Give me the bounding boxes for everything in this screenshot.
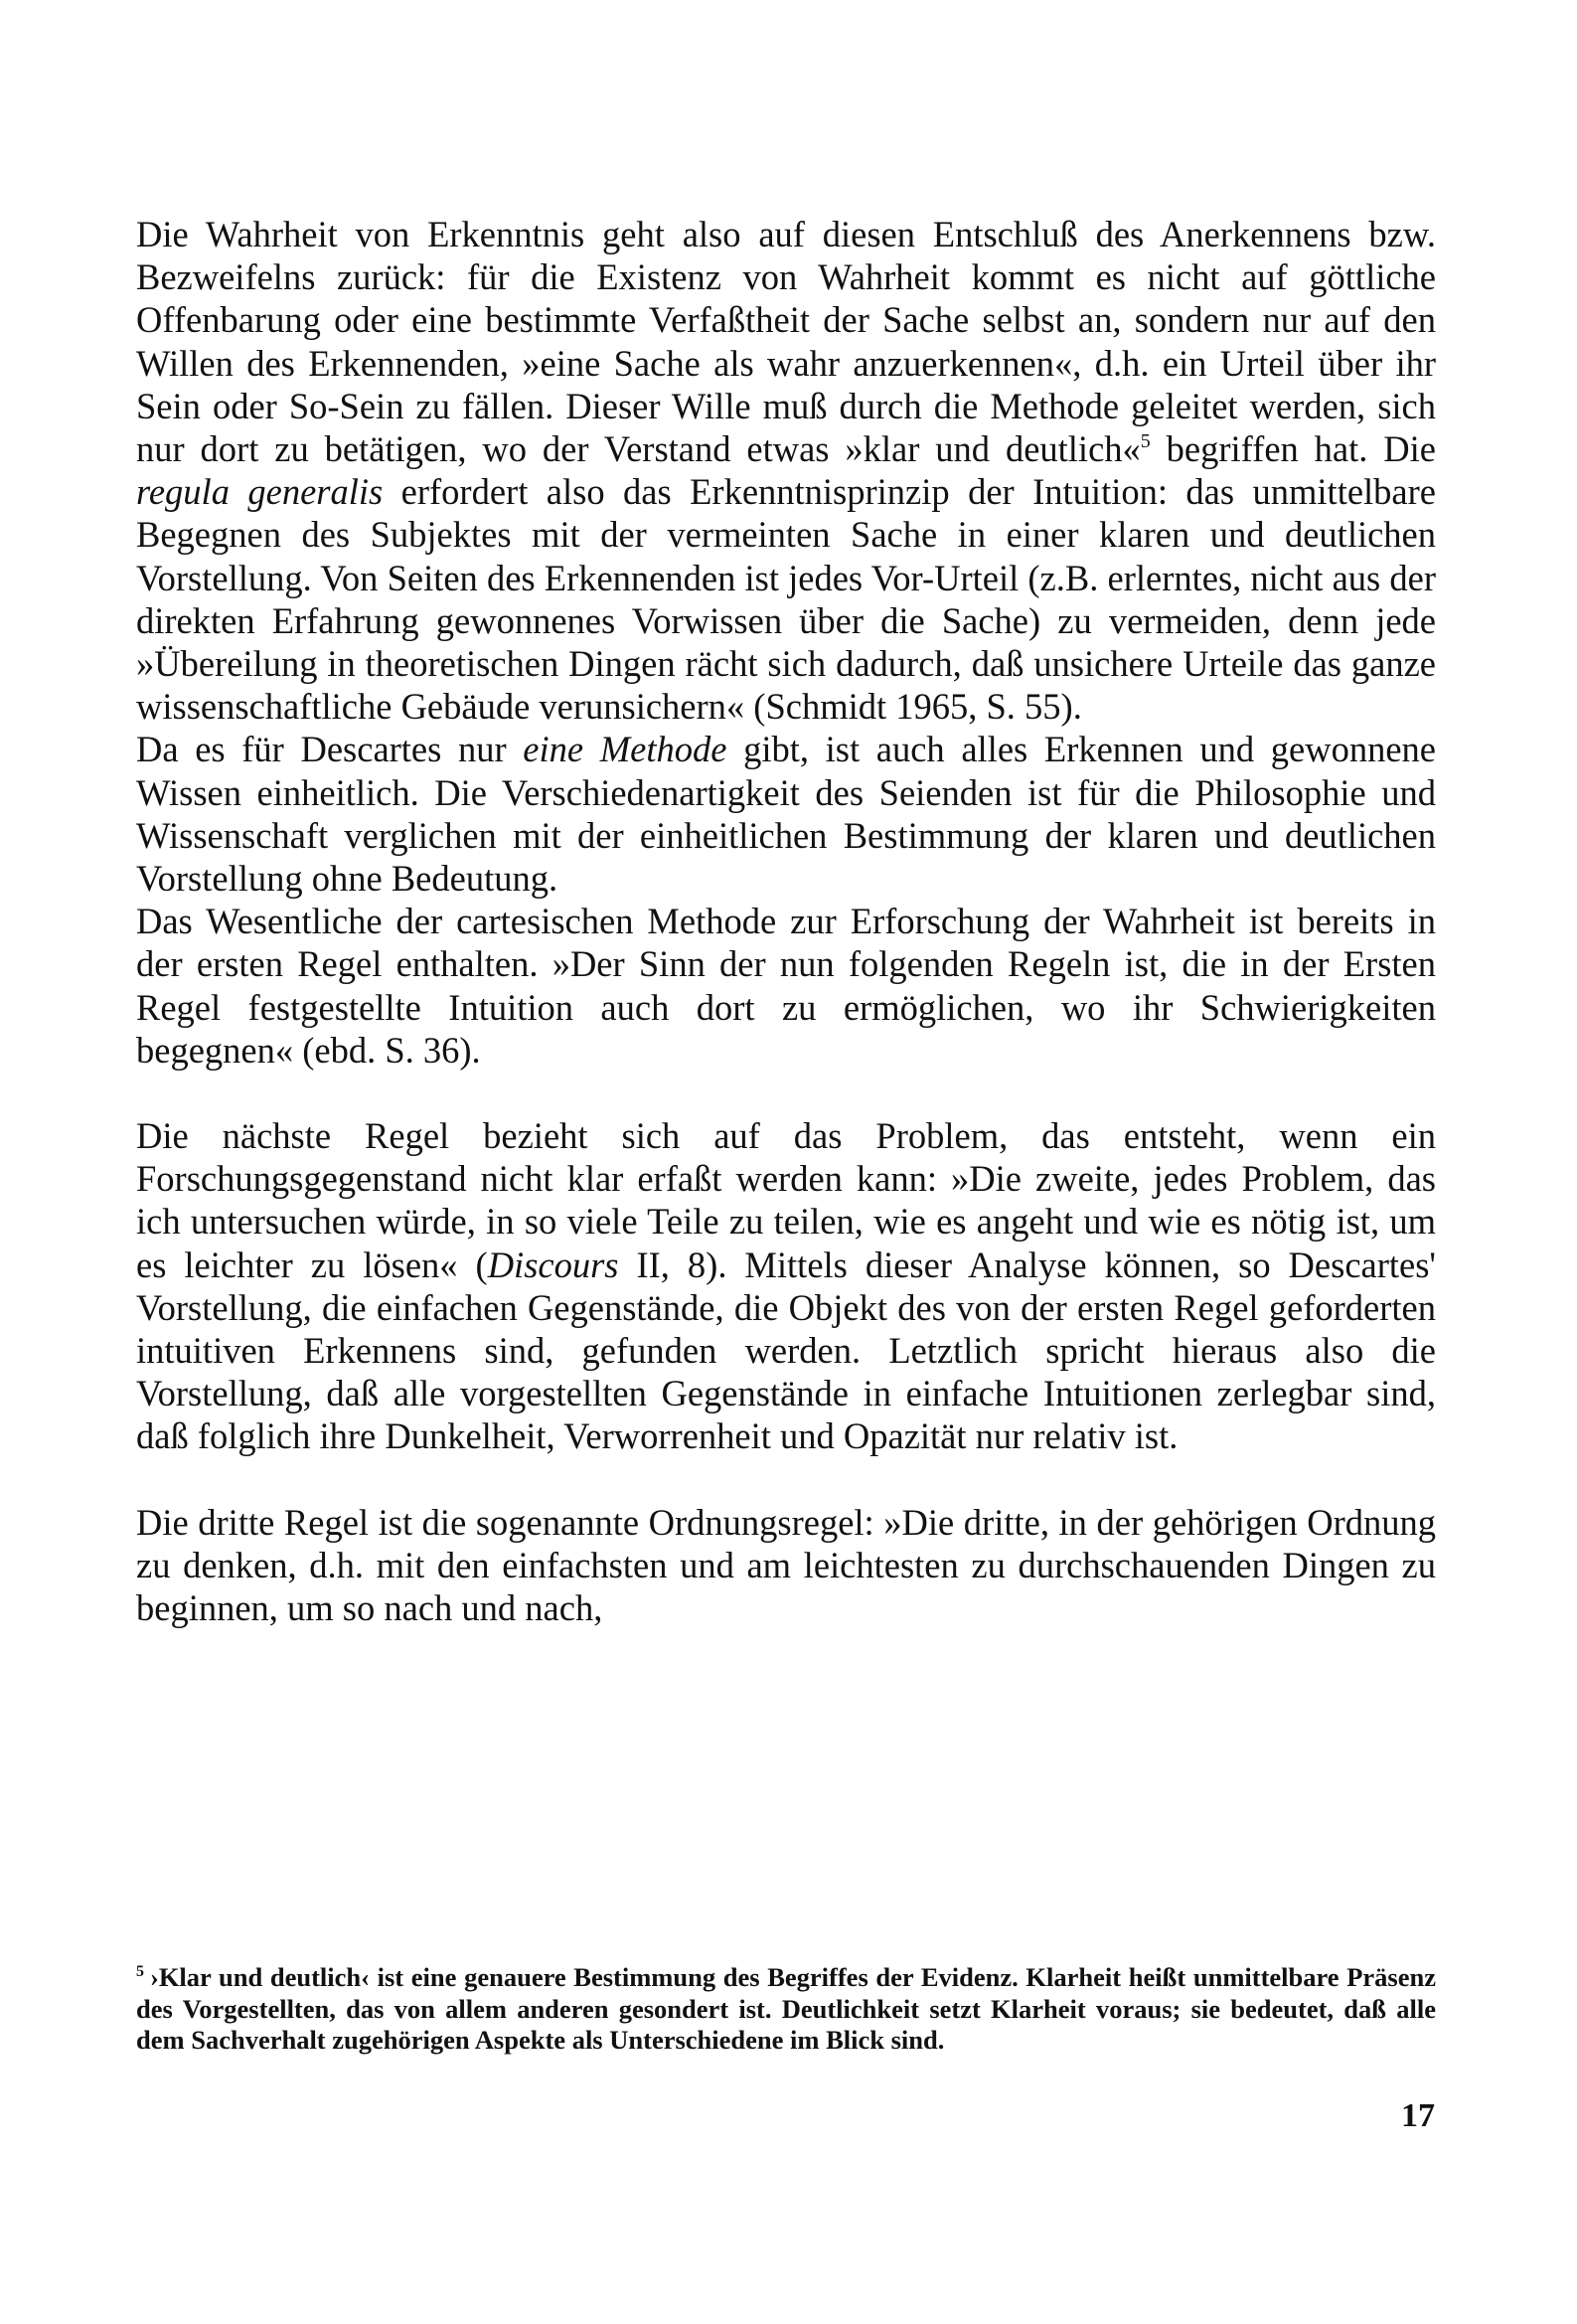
paragraph-2-text-b: gibt, ist auch alles Erkennen und gewonnene Wissen einheitlich. Die Verschiedenartigkeit des Seienden ist für die Philosophie und Wissenschaft verglichen mit der einheitlichen Bestimmung der klaren und deutlichen Vorstellung ohne Bedeutung. xyxy=(136,729,1436,900)
paragraph-1-emphasis: regula generalis xyxy=(136,471,384,513)
paragraph-5: Die dritte Regel ist die sogenannte Ordnungsregel: »Die dritte, in der gehörigen Ordnung zu denken, d.h. mit den einfachsten und am leichtesten zu durchschauenden Dingen zu beginnen, um so nach und nach, xyxy=(136,1501,1436,1629)
paragraph-2-emphasis: eine Methode xyxy=(523,729,727,770)
paragraph-4-text-a: Die nächste Regel bezieht sich auf das Problem, das entsteht, wenn ein Forschungsgegenstand nicht klar erfaßt werden kann: »Die zweite, jedes Problem, das ich untersuchen würde, in so viele Teile zu teilen, wie es angeht und wie es nötig ist, um es leichter zu lösen« ( xyxy=(136,1115,1436,1285)
paragraph-4 xyxy=(136,1114,1436,1458)
main-text xyxy=(136,213,1436,1629)
paragraph-2 xyxy=(136,728,1436,900)
paragraph-4-text-b: II, 8). Mittels dieser Analyse können, so Descartes' Vorstellung, die einfachen Gegenstände, die Objekt des von der ersten Regel geforderten intuitiven Erkennens sind, gefunden werden. Letztlich spricht hieraus also die Vorstellung, daß alle vorgestellten Gegenstände in einfache Intuitionen zerlegbar sind, daß folglich ihre Dunkelheit, Verworrenheit und Opazität nur relativ ist. xyxy=(136,1244,1437,1457)
footnote xyxy=(136,1962,1436,2057)
paragraph-2-text-a: Da es für Descartes nur xyxy=(136,729,524,770)
footnote-text: ›Klar und deutlich‹ ist eine genauere Bestimmung des Begriffes der Evidenz. Klarheit heißt unmittelbare Präsenz des Vorgestellten, das von allem anderen gesondert ist. Deutlichkeit setzt Klarheit voraus; sie bedeutet, daß alle dem Sachverhalt zugehörigen Aspekte als Unterschiedene im Blick sind. xyxy=(136,1962,1436,2055)
paragraph-1-text-b: begriffen hat. Die xyxy=(1150,428,1437,470)
paragraph-1-text-a: Die Wahrheit von Erkenntnis geht also auf diesen Entschluß des Anerkennens bzw. Bezweifelns zurück: für die Existenz von Wahrheit kommt es nicht auf göttliche Offenbarung oder eine bestimmte Verfaßtheit der Sache selbst an, sondern nur auf den Willen des Erkennenden, »eine Sache als wahr anzuerkennen«, d.h. ein Urteil über ihr Sein oder So-Sein zu fällen. Dieser Wille muß durch die Methode geleitet werden, sich nur dort zu betätigen, wo der Verstand etwas »klar und deutlich« xyxy=(136,214,1436,470)
paragraph-4-emphasis: Discours xyxy=(487,1244,619,1285)
paragraph-1-text-c: erfordert also das Erkenntnisprinzip der Intuition: das unmittelbare Begegnen des Subjektes mit der vermeinten Sache in einer klaren und deutlichen Vorstellung. Von Seiten des Erkennenden ist jedes Vor-Urteil (z.B. erlerntes, nicht aus der direkten Erfahrung gewonnenes Vorwissen über die Sache) zu vermeiden, denn jede »Übereilung in theoretischen Dingen rächt sich dadurch, daß unsichere Urteile das ganze wissenschaftliche Gebäude verunsichern« (Schmidt 1965, S. 55). xyxy=(136,471,1436,728)
footnote-reference: 5 xyxy=(1140,430,1151,453)
page-number: 17 xyxy=(1401,2097,1435,2134)
footnote-marker: 5 xyxy=(136,1963,144,1980)
paragraph-1 xyxy=(136,213,1436,728)
paragraph-3: Das Wesentliche der cartesischen Methode zur Erforschung der Wahrheit ist bereits in der ersten Regel enthalten. »Der Sinn der nun folgenden Regeln ist, die in der Ersten Regel festgestellte Intuition auch dort zu ermöglichen, wo ihr Schwierigkeiten begegnen« (ebd. S. 36). xyxy=(136,901,1436,1071)
